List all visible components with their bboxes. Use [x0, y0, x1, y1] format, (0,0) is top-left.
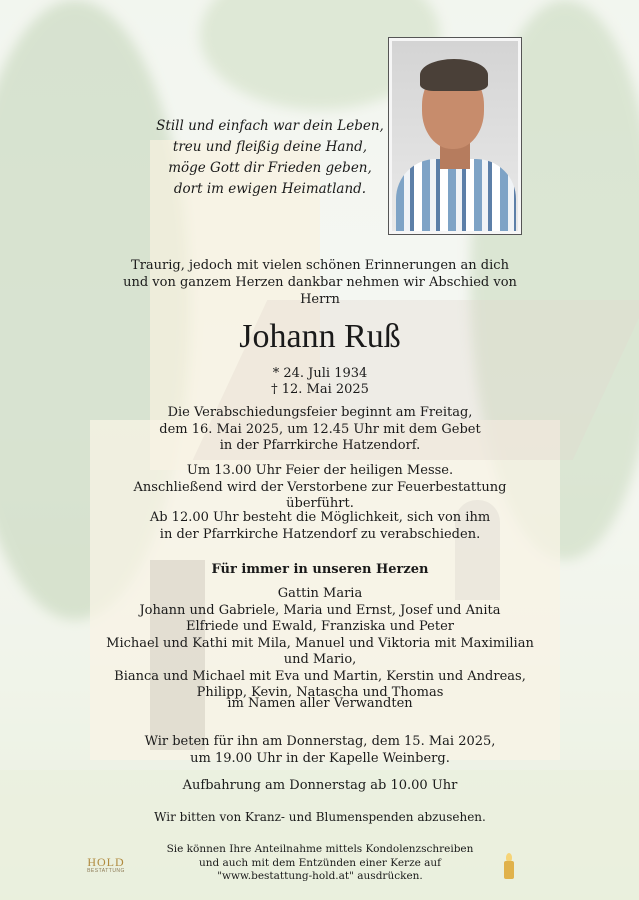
donations-note: Wir bitten von Kranz- und Blumenspenden abzusehen.	[154, 810, 486, 824]
candle-body	[504, 861, 514, 879]
portrait-image	[392, 41, 518, 231]
family-line: Johann und Gabriele, Maria und Ernst, Josef und Anita	[139, 602, 501, 618]
intro-line: Herrn	[300, 292, 340, 307]
ceremony-line: Anschließend wird der Verstorbene zur Feuerbestattung überführt.	[133, 479, 507, 511]
funeral-home-logo	[82, 856, 130, 875]
viewing-info: Aufbahrung am Donnerstag ab 10.00 Uhr	[182, 778, 458, 793]
intro-line: und von ganzem Herzen dankbar nehmen wir Abschied von	[123, 275, 517, 290]
poem-line: Still und einfach war dein Leben,	[156, 118, 384, 134]
family-line: Michael und Kathi mit Mila, Manuel und Viktoria mit Maximilian und Mario,	[106, 635, 534, 667]
ceremony-paragraph-3	[100, 510, 540, 543]
ceremony-line: Ab 12.00 Uhr besteht die Möglichkeit, sich von ihm	[149, 510, 491, 525]
intro-line: Traurig, jedoch mit vielen schönen Erinnerungen an dich	[131, 258, 509, 273]
poem-line: möge Gott dir Frieden geben,	[168, 160, 372, 176]
ceremony-line: in der Pfarrkirche Hatzendorf zu verabschieden.	[159, 526, 481, 542]
portrait-shirt	[396, 159, 516, 231]
ceremony-paragraph-1	[100, 405, 540, 455]
prayer-line: um 19.00 Uhr in der Kapelle Weinberg.	[190, 750, 450, 766]
logo-mark: HOLD	[87, 855, 125, 869]
poem-line: treu und fleißig deine Hand,	[172, 139, 368, 155]
condolence-note	[100, 843, 540, 884]
portrait-hair	[420, 59, 488, 91]
prayer-info	[100, 734, 540, 767]
death-date: † 12. Mai 2025	[271, 382, 369, 397]
family-line: Philipp, Kevin, Natascha und Thomas	[196, 685, 444, 700]
birth-date: * 24. Juli 1934	[272, 366, 368, 381]
family-list	[100, 586, 540, 702]
family-heading: Für immer in unseren Herzen	[211, 562, 429, 577]
life-dates	[200, 366, 440, 398]
deceased-name: Johann Ruß	[239, 318, 401, 355]
family-line: Gattin Maria	[277, 586, 363, 601]
ceremony-line: Die Verabschiedungsfeier beginnt am Freitag,	[167, 405, 473, 420]
condolence-line: und auch mit dem Entzünden einer Kerze auf	[198, 856, 442, 869]
candle-icon	[502, 853, 516, 879]
ceremony-line: in der Pfarrkirche Hatzendorf.	[219, 438, 421, 453]
family-line: Bianca und Michael mit Eva und Martin, Kerstin und Andreas,	[114, 668, 526, 684]
family-line: Elfriede und Ewald, Franziska und Peter	[186, 619, 454, 634]
logo-subtitle: BESTATTUNG	[87, 868, 125, 874]
relatives-line: im Namen aller Verwandten	[227, 696, 413, 711]
portrait-photo	[388, 37, 522, 235]
poem-line: dort im ewigen Heimatland.	[173, 181, 367, 197]
ceremony-line: dem 16. Mai 2025, um 12.45 Uhr mit dem Gebet	[159, 421, 481, 437]
ceremony-paragraph-2	[100, 463, 540, 513]
condolence-line: "www.bestattung-hold.at" ausdrücken.	[217, 870, 423, 882]
intro-text	[120, 257, 520, 308]
prayer-line: Wir beten für ihn am Donnerstag, dem 15. Mai 2025,	[144, 734, 496, 749]
ceremony-line: Um 13.00 Uhr Feier der heiligen Messe.	[186, 463, 454, 478]
condolence-line: Sie können Ihre Anteilnahme mittels Kondolenzschreiben	[166, 843, 474, 855]
poem	[150, 116, 390, 200]
